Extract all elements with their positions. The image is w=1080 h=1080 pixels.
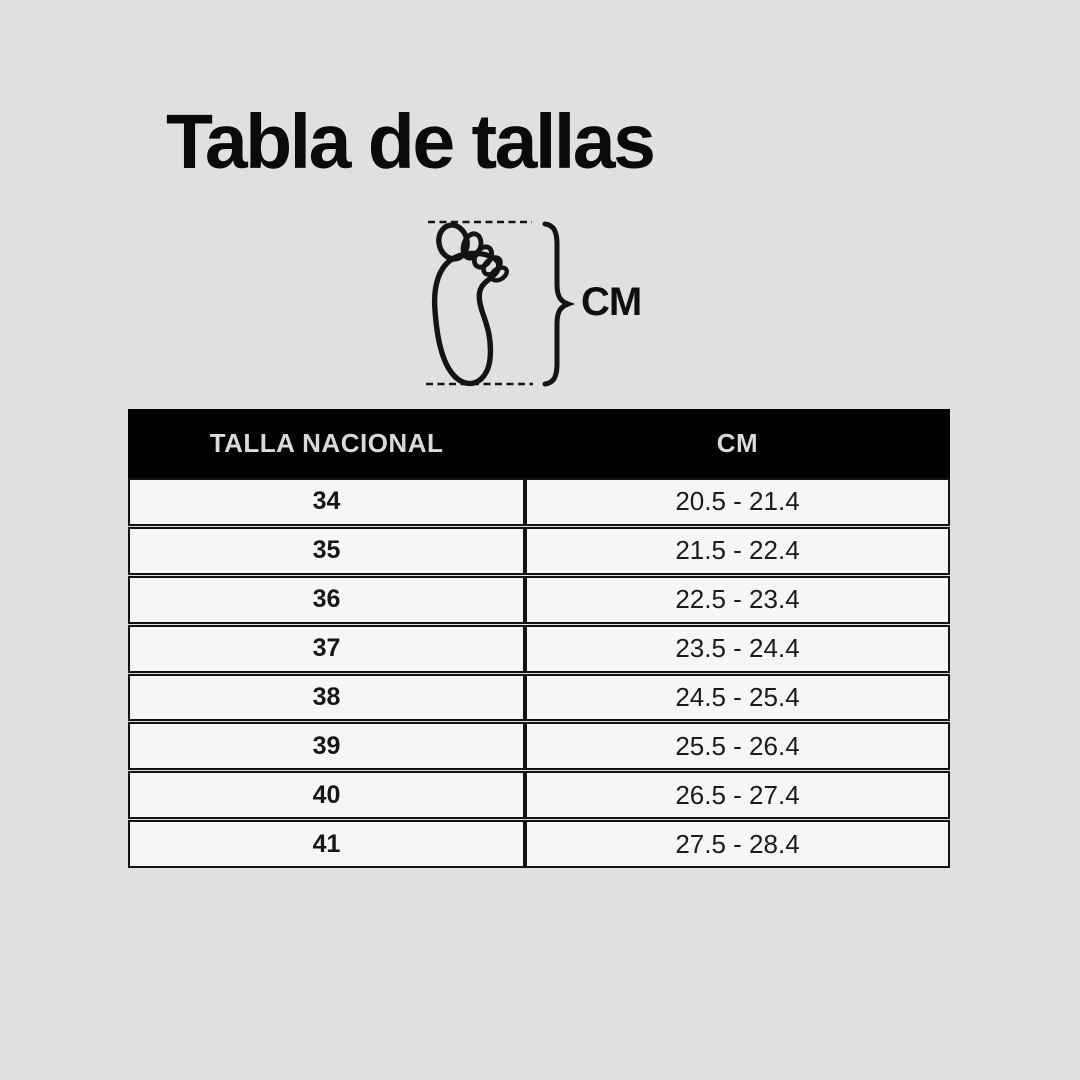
table-row [128,527,950,575]
size-cell: 34 [130,480,525,524]
header-cm: CM [716,428,759,458]
table-row [128,478,950,526]
size-cell: 37 [130,627,525,671]
size-cell: 41 [130,822,525,866]
header-talla-nacional: TALLA NACIONAL [209,428,444,458]
cm-cell: 23.5 - 24.4 [525,627,948,671]
measurement-brace [545,224,568,384]
cm-measure-label: CM [581,280,642,324]
table-row [128,722,950,770]
table-row [128,576,950,624]
cm-cell: 24.5 - 25.4 [525,676,948,720]
cm-cell: 20.5 - 21.4 [525,480,948,524]
table-row [128,820,950,868]
cm-cell: 26.5 - 27.4 [525,773,948,817]
page-title: Tabla de tallas [166,99,654,185]
cm-cell: 21.5 - 22.4 [525,529,948,573]
table-row [128,674,950,722]
size-cell: 36 [130,578,525,622]
table-row [128,625,950,673]
size-table [128,409,950,868]
table-row [128,771,950,819]
cm-cell: 27.5 - 28.4 [525,822,948,866]
size-cell: 40 [130,773,525,817]
size-table-body [128,478,950,868]
foot-icon [435,222,509,383]
foot-measurement-illustration [424,216,576,390]
size-cell: 39 [130,724,525,768]
cm-cell: 22.5 - 23.4 [525,578,948,622]
cm-cell: 25.5 - 26.4 [525,724,948,768]
size-cell: 35 [130,529,525,573]
size-cell: 38 [130,676,525,720]
size-table-header [128,409,950,478]
